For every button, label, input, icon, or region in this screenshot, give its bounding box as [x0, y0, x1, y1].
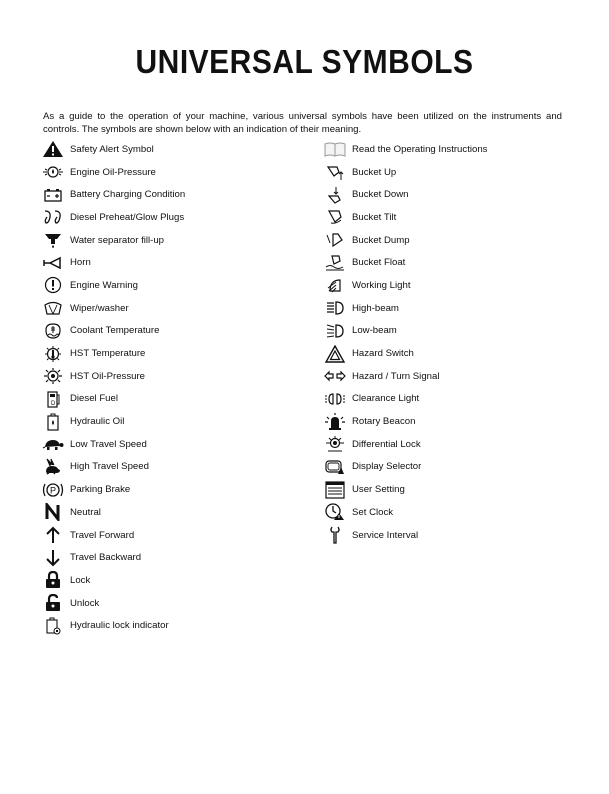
symbol-label: Travel Forward: [70, 529, 135, 541]
symbol-row: [41, 297, 185, 320]
hazard-switch-icon: [323, 344, 347, 364]
symbol-label: HST Temperature: [70, 348, 146, 360]
symbol-label: Neutral: [70, 506, 101, 518]
symbol-row: [41, 501, 185, 524]
symbol-row: [323, 478, 487, 501]
symbol-label: Coolant Temperature: [70, 325, 160, 337]
svg-text:D: D: [51, 400, 56, 407]
symbol-row: [323, 501, 487, 524]
symbol-row: [323, 297, 487, 320]
symbol-label: Low-beam: [352, 325, 397, 337]
symbol-row: [323, 138, 487, 161]
wrench-icon: [323, 525, 347, 545]
diesel-fuel-icon: [41, 389, 65, 409]
symbol-row: [41, 251, 185, 274]
bucket-dump-icon: [323, 230, 347, 250]
low-beam-icon: [323, 321, 347, 341]
symbol-label: Display Selector: [352, 461, 422, 473]
symbol-row: [41, 592, 185, 615]
symbol-label: Engine Oil-Pressure: [70, 166, 156, 178]
symbol-row: [41, 524, 185, 547]
symbol-row: [41, 342, 185, 365]
arrow-up-icon: [41, 525, 65, 545]
bucket-float-icon: [323, 253, 347, 273]
horn-icon: [41, 253, 65, 273]
symbol-label: Read the Operating Instructions: [352, 143, 488, 155]
symbol-row: [323, 183, 487, 206]
differential-lock-icon: [323, 434, 347, 454]
symbol-label: Set Clock: [352, 506, 394, 518]
symbol-row: [323, 388, 487, 411]
symbol-label: High Travel Speed: [70, 461, 149, 473]
symbol-row: [323, 229, 487, 252]
battery-icon: [41, 185, 65, 205]
symbol-label: Bucket Up: [352, 166, 397, 178]
rotary-beacon-icon: [323, 412, 347, 432]
symbol-row: [41, 320, 185, 343]
hydraulic-lock-icon: [41, 616, 65, 636]
symbol-label: Horn: [70, 257, 91, 269]
manual-book-icon: [323, 139, 347, 159]
hydraulic-oil-icon: [41, 412, 65, 432]
symbol-label: Rotary Beacon: [352, 416, 416, 428]
turn-signal-icon: [323, 366, 347, 386]
turtle-icon: [41, 434, 65, 454]
coolant-temperature-icon: [41, 321, 65, 341]
clearance-light-icon: [323, 389, 347, 409]
symbol-row: [41, 433, 185, 456]
symbol-label: Diesel Preheat/Glow Plugs: [70, 211, 185, 223]
intro-paragraph: As a guide to the operation of your machine, various universal symbols have been utilized on the instruments and controls. The symbols are shown below with an indication of their meaning.: [43, 111, 562, 135]
symbol-row: [41, 456, 185, 479]
symbol-row: [323, 433, 487, 456]
symbol-label: Lock: [70, 574, 91, 586]
display-selector-icon: [323, 457, 347, 477]
symbol-label: Hydraulic Oil: [70, 416, 125, 428]
symbol-label: Bucket Down: [352, 189, 409, 201]
symbol-label: Service Interval: [352, 529, 419, 541]
engine-warning-icon: [41, 275, 65, 295]
symbol-row: [323, 320, 487, 343]
lock-icon: [41, 570, 65, 590]
symbol-label: HST Oil-Pressure: [70, 370, 145, 382]
symbol-row: [41, 183, 185, 206]
bucket-tilt-icon: [323, 207, 347, 227]
neutral-icon: [41, 502, 65, 522]
symbol-label: High-beam: [352, 302, 399, 314]
svg-text:P: P: [50, 485, 57, 496]
symbol-row: [41, 138, 185, 161]
high-beam-icon: [323, 298, 347, 318]
symbol-label: Wiper/washer: [70, 302, 129, 314]
symbol-label: Hazard Switch: [352, 348, 414, 360]
page-title: UNIVERSAL SYMBOLS: [135, 43, 474, 81]
rabbit-icon: [41, 457, 65, 477]
symbol-label: Working Light: [352, 279, 411, 291]
glow-plug-icon: [41, 207, 65, 227]
bucket-up-icon: [323, 162, 347, 182]
safety-alert-icon: [41, 139, 65, 159]
symbol-row: [41, 614, 185, 637]
set-clock-icon: [323, 502, 347, 522]
symbol-label: Diesel Fuel: [70, 393, 118, 405]
symbol-label: Parking Brake: [70, 484, 131, 496]
symbol-label: Unlock: [70, 597, 100, 609]
user-setting-icon: [323, 480, 347, 500]
unlock-icon: [41, 593, 65, 613]
symbol-row: [41, 206, 185, 229]
symbol-label: Low Travel Speed: [70, 438, 147, 450]
symbol-row: [323, 342, 487, 365]
symbol-row: [41, 478, 185, 501]
right-symbol-list: [323, 138, 487, 546]
symbol-label: Safety Alert Symbol: [70, 143, 154, 155]
symbol-row: [323, 251, 487, 274]
arrow-down-icon: [41, 548, 65, 568]
symbol-row: [323, 456, 487, 479]
symbol-row: [41, 274, 185, 297]
symbol-label: Hydraulic lock indicator: [70, 620, 169, 632]
symbol-row: [41, 388, 185, 411]
symbol-row: [41, 229, 185, 252]
water-separator-icon: [41, 230, 65, 250]
symbol-label: Differential Lock: [352, 438, 421, 450]
parking-brake-icon: [41, 480, 65, 500]
symbol-label: User Setting: [352, 484, 405, 496]
symbol-label: Hazard / Turn Signal: [352, 370, 440, 382]
symbol-row: [323, 206, 487, 229]
symbol-row: [323, 410, 487, 433]
symbol-row: [41, 365, 185, 388]
symbol-row: [41, 569, 185, 592]
symbol-label: Battery Charging Condition: [70, 189, 186, 201]
engine-oil-pressure-icon: [41, 162, 65, 182]
symbol-row: [41, 161, 185, 184]
symbol-label: Bucket Tilt: [352, 211, 397, 223]
symbol-row: [41, 410, 185, 433]
left-symbol-list: [41, 138, 185, 637]
symbol-label: Bucket Dump: [352, 234, 410, 246]
symbol-label: Engine Warning: [70, 279, 138, 291]
symbol-label: Travel Backward: [70, 552, 142, 564]
bucket-down-icon: [323, 185, 347, 205]
symbol-label: Clearance Light: [352, 393, 420, 405]
symbol-row: [323, 161, 487, 184]
working-light-icon: [323, 275, 347, 295]
symbol-label: Water separator fill-up: [70, 234, 165, 246]
hst-temperature-icon: [41, 344, 65, 364]
symbol-row: [323, 524, 487, 547]
symbol-row: [323, 274, 487, 297]
symbol-label: Bucket Float: [352, 257, 406, 269]
hst-oil-pressure-icon: [41, 366, 65, 386]
symbol-row: [41, 546, 185, 569]
wiper-washer-icon: [41, 298, 65, 318]
symbol-row: [323, 365, 487, 388]
